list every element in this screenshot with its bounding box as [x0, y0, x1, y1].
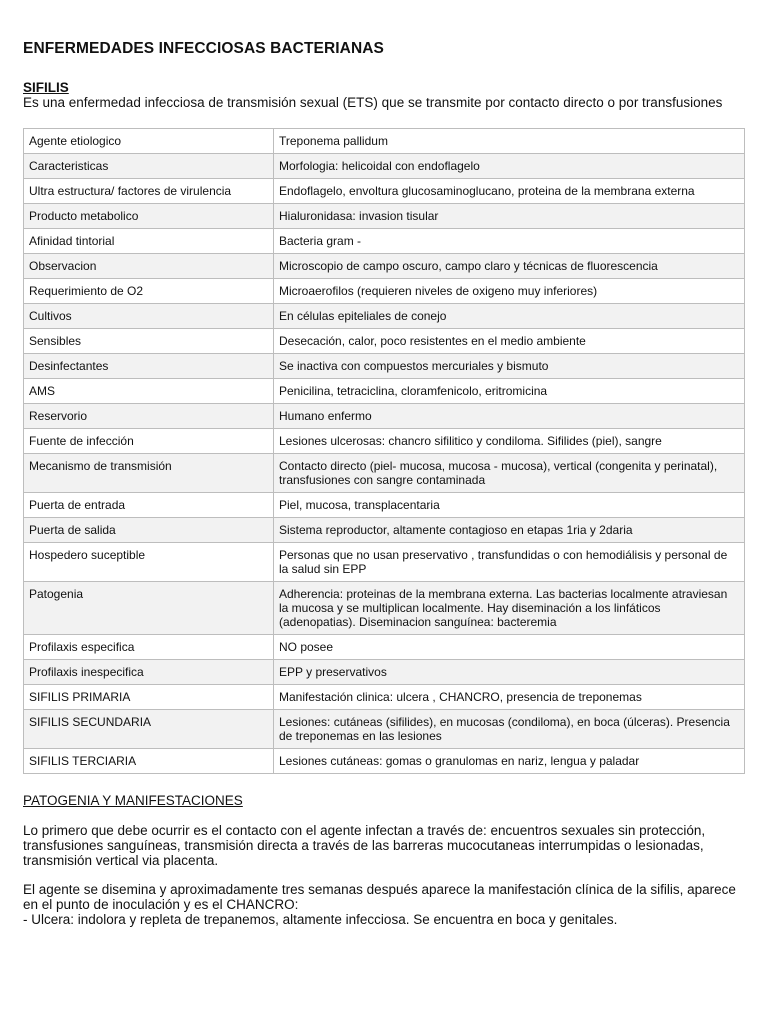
table-row: [24, 634, 745, 659]
table-row: [24, 709, 745, 748]
table-cell-label: Requerimiento de O2: [24, 278, 274, 303]
table-cell-label: Profilaxis inespecifica: [24, 659, 274, 684]
section-heading-patogenia: PATOGENIA Y MANIFESTACIONES: [23, 792, 243, 808]
table-cell-value: Lesiones ulcerosas: chancro sifilitico y condiloma. Sifilides (piel), sangre: [274, 428, 745, 453]
table-cell-label: Cultivos: [24, 303, 274, 328]
table-cell-label: SIFILIS TERCIARIA: [24, 748, 274, 773]
intro-paragraph: Es una enfermedad infecciosa de transmisión sexual (ETS) que se transmite por contacto directo o por transfusiones: [23, 95, 723, 110]
table-cell-label: Puerta de entrada: [24, 492, 274, 517]
table-cell-value: Desecación, calor, poco resistentes en el medio ambiente: [274, 328, 745, 353]
table-cell-value: Bacteria gram -: [274, 228, 745, 253]
table-cell-value: Se inactiva con compuestos mercuriales y bismuto: [274, 353, 745, 378]
table-row: [24, 178, 745, 203]
table-row: [24, 403, 745, 428]
table-cell-value: Hialuronidasa: invasion tisular: [274, 203, 745, 228]
table-row: [24, 253, 745, 278]
table-row: [24, 353, 745, 378]
table-cell-label: Mecanismo de transmisión: [24, 453, 274, 492]
table-row: [24, 684, 745, 709]
table-row: [24, 542, 745, 581]
table-cell-value: Penicilina, tetraciclina, cloramfenicolo, eritromicina: [274, 378, 745, 403]
table-row: [24, 228, 745, 253]
section-title: SIFILIS: [23, 80, 69, 95]
table-row: [24, 128, 745, 153]
table-cell-value: Piel, mucosa, transplacentaria: [274, 492, 745, 517]
table-row: [24, 517, 745, 542]
table-cell-value: En células epiteliales de conejo: [274, 303, 745, 328]
table-cell-label: Afinidad tintorial: [24, 228, 274, 253]
paragraph-2: El agente se disemina y aproximadamente tres semanas después aparece la manifestación clínica de la sifilis, aparece en el punto de inoculación y es el CHANCRO:: [23, 881, 736, 912]
table-cell-label: Sensibles: [24, 328, 274, 353]
table-row: [24, 659, 745, 684]
table-cell-label: Hospedero suceptible: [24, 542, 274, 581]
document-title: ENFERMEDADES INFECCIOSAS BACTERIANAS: [23, 40, 384, 57]
table-cell-label: SIFILIS PRIMARIA: [24, 684, 274, 709]
table-row: [24, 492, 745, 517]
table-row: [24, 453, 745, 492]
table-cell-value: Sistema reproductor, altamente contagioso en etapas 1ria y 2daria: [274, 517, 745, 542]
table-cell-value: Humano enfermo: [274, 403, 745, 428]
table-cell-value: Endoflagelo, envoltura glucosaminoglucano, proteina de la membrana externa: [274, 178, 745, 203]
table-cell-label: Reservorio: [24, 403, 274, 428]
table-cell-value: Lesiones: cutáneas (sifilides), en mucosas (condiloma), en boca (úlceras). Presencia de treponemas en las lesiones: [274, 709, 745, 748]
table-cell-label: Patogenia: [24, 581, 274, 634]
table-cell-label: Producto metabolico: [24, 203, 274, 228]
table-cell-label: SIFILIS SECUNDARIA: [24, 709, 274, 748]
table-cell-label: AMS: [24, 378, 274, 403]
paragraph-1: Lo primero que debe ocurrir es el contacto con el agente infectan a través de: encuentros sexuales sin protección, transfusiones sanguíneas, transmisión directa a través de las barreras mucocutaneas interrumpidas o lesionadas, transmisión vertical via placenta.: [23, 822, 706, 868]
table-row: [24, 328, 745, 353]
table-row: [24, 748, 745, 773]
table-cell-value: NO posee: [274, 634, 745, 659]
table-cell-value: Personas que no usan preservativo , transfundidas o con hemodiálisis y personal de la salud sin EPP: [274, 542, 745, 581]
table-cell-value: Contacto directo (piel- mucosa, mucosa - mucosa), vertical (congenita y perinatal), transfusiones con sangre contaminada: [274, 453, 745, 492]
table-cell-label: Ultra estructura/ factores de virulencia: [24, 178, 274, 203]
table-cell-value: Treponema pallidum: [274, 128, 745, 153]
table-cell-value: Microscopio de campo oscuro, campo claro y técnicas de fluorescencia: [274, 253, 745, 278]
table-row: [24, 278, 745, 303]
table-row: [24, 378, 745, 403]
table-row: [24, 581, 745, 634]
table-cell-label: Puerta de salida: [24, 517, 274, 542]
table-cell-value: Lesiones cutáneas: gomas o granulomas en nariz, lengua y paladar: [274, 748, 745, 773]
table-row: [24, 203, 745, 228]
table-row: [24, 303, 745, 328]
info-table: [23, 128, 745, 774]
table-cell-label: Desinfectantes: [24, 353, 274, 378]
table-cell-label: Profilaxis especifica: [24, 634, 274, 659]
table-cell-label: Agente etiologico: [24, 128, 274, 153]
table-cell-value: Microaerofilos (requieren niveles de oxigeno muy inferiores): [274, 278, 745, 303]
table-cell-value: Adherencia: proteinas de la membrana externa. Las bacterias localmente atraviesan la mucosa y se multiplican localmente. Hay diseminación a los linfáticos (adenopatias). Diseminacion sanguínea: bacteremia: [274, 581, 745, 634]
table-cell-label: Observacion: [24, 253, 274, 278]
table-cell-value: Morfologia: helicoidal con endoflagelo: [274, 153, 745, 178]
table-cell-label: Fuente de infección: [24, 428, 274, 453]
table-cell-value: EPP y preservativos: [274, 659, 745, 684]
bullet-item: - Ulcera: indolora y repleta de trepanemos, altamente infecciosa. Se encuentra en boca y genitales.: [23, 911, 618, 927]
table-row: [24, 428, 745, 453]
table-row: [24, 153, 745, 178]
table-cell-label: Caracteristicas: [24, 153, 274, 178]
table-cell-value: Manifestación clinica: ulcera , CHANCRO, presencia de treponemas: [274, 684, 745, 709]
